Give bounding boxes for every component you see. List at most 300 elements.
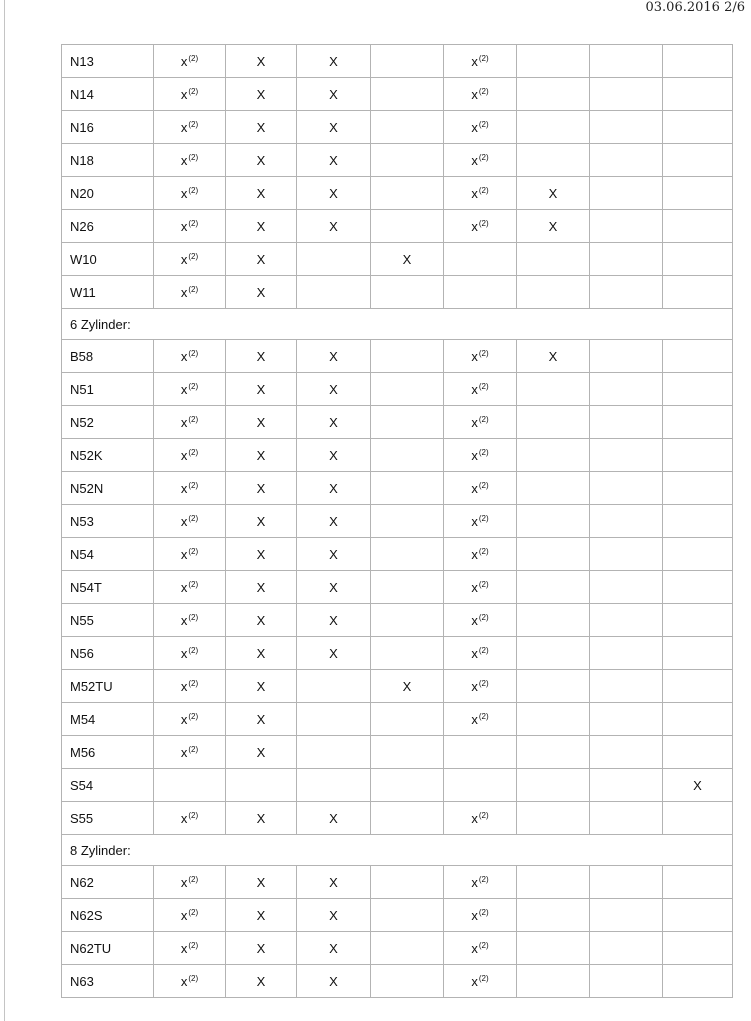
table-cell [663, 703, 733, 736]
table-cell [444, 243, 517, 276]
table-cell [226, 604, 297, 637]
table-cell [371, 210, 444, 243]
check-mark: X [329, 86, 338, 102]
check-mark: X [329, 612, 338, 628]
table-cell [226, 210, 297, 243]
table-cell [663, 932, 733, 965]
table-cell [371, 604, 444, 637]
footnote-ref: (2) [478, 414, 489, 424]
table-cell [297, 965, 371, 998]
table-cell [590, 472, 663, 505]
table-cell [590, 276, 663, 309]
check-mark: X [256, 645, 266, 661]
table-cell [226, 177, 297, 210]
table-cell [663, 538, 733, 571]
table-cell [663, 637, 733, 670]
table-cell [297, 604, 371, 637]
footnote-ref: (2) [478, 711, 489, 721]
table-cell [297, 472, 371, 505]
table-cell [663, 670, 733, 703]
table-cell [154, 866, 226, 899]
table-cell [371, 538, 444, 571]
table-cell [517, 637, 590, 670]
table-cell [444, 538, 517, 571]
table-cell [663, 736, 733, 769]
table-cell [590, 703, 663, 736]
check-mark: X [329, 348, 338, 364]
footnote-ref: (2) [188, 414, 199, 424]
table-cell [590, 604, 663, 637]
check-mark: $x^{(2)}$ [180, 152, 199, 168]
table-cell [154, 243, 226, 276]
table-cell [444, 571, 517, 604]
check-mark: $x^{(2)}$ [180, 284, 199, 300]
table-cell [371, 899, 444, 932]
check-mark: $x^{(2)}$ [180, 185, 199, 201]
table-row [62, 965, 733, 998]
check-mark: X [329, 447, 338, 463]
table-cell [663, 802, 733, 835]
table-row [62, 571, 733, 604]
engine-code: W10 [62, 243, 154, 276]
table-cell [590, 243, 663, 276]
table-cell [590, 866, 663, 899]
check-mark: $x^{(2)}$ [471, 414, 489, 430]
table-cell [590, 802, 663, 835]
footnote-ref: (2) [478, 381, 489, 391]
table-row [62, 604, 733, 637]
footnote-ref: (2) [188, 744, 199, 754]
table-cell [517, 340, 590, 373]
check-mark: X [256, 874, 266, 890]
table-cell [517, 866, 590, 899]
check-mark: X [256, 381, 266, 397]
table-cell [154, 571, 226, 604]
engine-code: N53 [62, 505, 154, 538]
check-mark: $x^{(2)}$ [471, 940, 489, 956]
table-cell [517, 604, 590, 637]
footnote-ref: (2) [478, 348, 489, 358]
check-mark: $x^{(2)}$ [471, 513, 489, 529]
table-cell [226, 340, 297, 373]
footnote-ref: (2) [188, 513, 199, 523]
footnote-ref: (2) [478, 447, 489, 457]
footnote-ref: (2) [478, 810, 489, 820]
check-mark: $x^{(2)}$ [180, 940, 199, 956]
table-cell [444, 439, 517, 472]
engine-code: N14 [62, 78, 154, 111]
table-cell [226, 571, 297, 604]
table-cell [297, 899, 371, 932]
table-cell [297, 769, 371, 802]
table-cell [663, 210, 733, 243]
table-cell [226, 965, 297, 998]
table-row [62, 769, 733, 802]
check-mark: $x^{(2)}$ [180, 53, 199, 69]
table-cell [154, 45, 226, 78]
footnote-ref: (2) [188, 86, 199, 96]
table-cell [517, 769, 590, 802]
check-mark: X [402, 678, 412, 694]
footnote-ref: (2) [478, 546, 489, 556]
table-cell [517, 276, 590, 309]
check-mark: $x^{(2)}$ [180, 218, 199, 234]
footnote-ref: (2) [478, 940, 489, 950]
table-cell [226, 243, 297, 276]
table-cell [444, 637, 517, 670]
engine-code: N52N [62, 472, 154, 505]
table-cell [663, 340, 733, 373]
check-mark: X [256, 152, 266, 168]
table-row [62, 177, 733, 210]
check-mark: X [548, 185, 558, 201]
table-cell [517, 144, 590, 177]
table-cell [297, 866, 371, 899]
check-mark: X [256, 940, 266, 956]
table-cell [517, 802, 590, 835]
table-cell [590, 373, 663, 406]
footnote-ref: (2) [188, 152, 199, 162]
check-mark: $x^{(2)}$ [471, 480, 489, 496]
table-row [62, 538, 733, 571]
engine-code: S55 [62, 802, 154, 835]
table-cell [663, 45, 733, 78]
check-mark: X [256, 348, 266, 364]
table-cell [444, 604, 517, 637]
check-mark: X [329, 185, 338, 201]
table-row [62, 505, 733, 538]
table-cell [371, 406, 444, 439]
table-cell [663, 276, 733, 309]
check-mark: $x^{(2)}$ [180, 907, 199, 923]
check-mark: X [256, 513, 266, 529]
table-cell [590, 932, 663, 965]
table-cell [590, 538, 663, 571]
table-cell [297, 210, 371, 243]
check-mark: $x^{(2)}$ [180, 447, 199, 463]
table-cell [226, 769, 297, 802]
check-mark: $x^{(2)}$ [471, 907, 489, 923]
engine-code: N13 [62, 45, 154, 78]
check-mark: $x^{(2)}$ [180, 579, 199, 595]
table-cell [154, 670, 226, 703]
footnote-ref: (2) [188, 711, 199, 721]
footnote-ref: (2) [478, 678, 489, 688]
table-cell [517, 932, 590, 965]
table-cell [663, 243, 733, 276]
table-cell [297, 505, 371, 538]
footnote-ref: (2) [188, 645, 199, 655]
table-cell [517, 243, 590, 276]
table-cell [154, 899, 226, 932]
check-mark: $x^{(2)}$ [180, 381, 199, 397]
table-cell [517, 899, 590, 932]
table-cell [444, 866, 517, 899]
check-mark: $x^{(2)}$ [471, 973, 489, 989]
table-cell [297, 670, 371, 703]
table-cell [517, 439, 590, 472]
table-cell [297, 144, 371, 177]
table-cell [226, 406, 297, 439]
table-cell [590, 736, 663, 769]
footnote-ref: (2) [188, 579, 199, 589]
table-cell [297, 243, 371, 276]
check-mark: X [329, 645, 338, 661]
engine-code: N52K [62, 439, 154, 472]
table-cell [226, 373, 297, 406]
check-mark: X [256, 546, 266, 562]
check-mark: $x^{(2)}$ [471, 546, 489, 562]
check-mark: X [548, 348, 558, 364]
table-cell [590, 45, 663, 78]
table-cell [154, 439, 226, 472]
table-row [62, 439, 733, 472]
footnote-ref: (2) [478, 152, 489, 162]
footnote-ref: (2) [478, 53, 489, 63]
footnote-ref: (2) [188, 810, 199, 820]
table-cell [371, 736, 444, 769]
table-cell [590, 505, 663, 538]
table-cell [444, 177, 517, 210]
check-mark: X [256, 907, 266, 923]
table-cell [444, 802, 517, 835]
table-cell [590, 340, 663, 373]
check-mark: $x^{(2)}$ [180, 973, 199, 989]
table-cell [371, 144, 444, 177]
table-row [62, 703, 733, 736]
table-cell [444, 373, 517, 406]
check-mark: $x^{(2)}$ [180, 348, 199, 364]
footnote-ref: (2) [188, 874, 199, 884]
footnote-ref: (2) [478, 907, 489, 917]
table-cell [297, 78, 371, 111]
check-mark: $x^{(2)}$ [471, 447, 489, 463]
table-cell [663, 965, 733, 998]
table-row [62, 736, 733, 769]
check-mark: $x^{(2)}$ [180, 744, 199, 760]
check-mark: X [329, 53, 338, 69]
table-cell [154, 144, 226, 177]
table-cell [663, 866, 733, 899]
table-cell [154, 78, 226, 111]
check-mark: X [256, 86, 266, 102]
table-cell [444, 932, 517, 965]
table-row [62, 472, 733, 505]
engine-code: N20 [62, 177, 154, 210]
table-cell [226, 703, 297, 736]
table-row [62, 670, 733, 703]
footnote-ref: (2) [188, 218, 199, 228]
table-cell [663, 111, 733, 144]
table-row [62, 144, 733, 177]
table-cell [297, 736, 371, 769]
check-mark: $x^{(2)}$ [471, 874, 489, 890]
table-row [62, 210, 733, 243]
table-cell [444, 406, 517, 439]
check-mark: X [329, 579, 338, 595]
footnote-ref: (2) [478, 645, 489, 655]
table-cell [444, 736, 517, 769]
table-cell [371, 637, 444, 670]
table-cell [517, 45, 590, 78]
check-mark: $x^{(2)}$ [471, 381, 489, 397]
footnote-ref: (2) [478, 579, 489, 589]
check-mark: X [329, 940, 338, 956]
table-cell [371, 472, 444, 505]
table-cell [590, 439, 663, 472]
table-cell [154, 276, 226, 309]
check-mark: X [256, 973, 266, 989]
check-mark: X [329, 874, 338, 890]
table-cell [371, 177, 444, 210]
footnote-ref: (2) [188, 251, 199, 261]
table-cell [371, 111, 444, 144]
table-cell [154, 932, 226, 965]
table-cell [444, 472, 517, 505]
footnote-ref: (2) [188, 973, 199, 983]
footnote-ref: (2) [188, 185, 199, 195]
check-mark: X [256, 744, 266, 760]
footnote-ref: (2) [188, 612, 199, 622]
table-cell [297, 406, 371, 439]
footnote-ref: (2) [188, 940, 199, 950]
table-cell [371, 670, 444, 703]
table-row [62, 276, 733, 309]
table-cell [226, 736, 297, 769]
check-mark: $x^{(2)}$ [471, 185, 489, 201]
table-cell [154, 604, 226, 637]
table-row [62, 899, 733, 932]
table-cell [297, 703, 371, 736]
table-cell [371, 802, 444, 835]
table-cell [154, 340, 226, 373]
table-cell [371, 373, 444, 406]
table-cell [297, 802, 371, 835]
table-cell [371, 703, 444, 736]
table-cell [517, 406, 590, 439]
table-cell [517, 505, 590, 538]
section-row [62, 309, 733, 340]
table-cell [154, 472, 226, 505]
check-mark: X [256, 480, 266, 496]
table-cell [663, 769, 733, 802]
table-cell [226, 276, 297, 309]
table-cell [444, 78, 517, 111]
table-cell [226, 932, 297, 965]
table-cell [590, 637, 663, 670]
table-cell [297, 373, 371, 406]
engine-code: M56 [62, 736, 154, 769]
table-cell [663, 472, 733, 505]
table-cell [154, 802, 226, 835]
footnote-ref: (2) [478, 874, 489, 884]
table-cell [226, 78, 297, 111]
table-cell [444, 45, 517, 78]
check-mark: X [329, 810, 338, 826]
check-mark: X [329, 513, 338, 529]
check-mark: X [329, 907, 338, 923]
check-mark: $x^{(2)}$ [180, 414, 199, 430]
table-row [62, 340, 733, 373]
check-mark: $x^{(2)}$ [471, 612, 489, 628]
check-mark: $x^{(2)}$ [180, 711, 199, 727]
table-cell [590, 965, 663, 998]
engine-code: W11 [62, 276, 154, 309]
table-cell [517, 177, 590, 210]
table-cell [297, 276, 371, 309]
footnote-ref: (2) [188, 480, 199, 490]
table-cell [154, 210, 226, 243]
table-cell [444, 340, 517, 373]
table-cell [517, 373, 590, 406]
table-cell [444, 144, 517, 177]
table-cell [663, 78, 733, 111]
table-cell [517, 670, 590, 703]
table-cell [444, 210, 517, 243]
table-cell [444, 505, 517, 538]
check-mark: X [256, 53, 266, 69]
footnote-ref: (2) [188, 678, 199, 688]
table-cell [226, 899, 297, 932]
check-mark: $x^{(2)}$ [180, 86, 199, 102]
table-cell [226, 670, 297, 703]
section-label: 8 Zylinder: [62, 835, 733, 866]
table-cell [663, 177, 733, 210]
check-mark: $x^{(2)}$ [180, 546, 199, 562]
engine-code: N54T [62, 571, 154, 604]
table-cell [226, 505, 297, 538]
footnote-ref: (2) [478, 86, 489, 96]
engine-code: M52TU [62, 670, 154, 703]
table-row [62, 45, 733, 78]
table-row [62, 932, 733, 965]
table-cell [590, 177, 663, 210]
table-cell [371, 965, 444, 998]
table-cell [517, 703, 590, 736]
footnote-ref: (2) [478, 513, 489, 523]
check-mark: X [402, 251, 412, 267]
table-cell [371, 505, 444, 538]
table-row [62, 637, 733, 670]
table-row [62, 243, 733, 276]
table-cell [297, 45, 371, 78]
table-cell [226, 866, 297, 899]
table-cell [590, 111, 663, 144]
check-mark: X [256, 447, 266, 463]
table-cell [154, 111, 226, 144]
check-mark: $x^{(2)}$ [471, 711, 489, 727]
date-page-header: 03.06.2016 2/6 [645, 0, 745, 15]
check-mark: $x^{(2)}$ [180, 810, 199, 826]
engine-code: N62 [62, 866, 154, 899]
table-cell [663, 406, 733, 439]
engine-code: N26 [62, 210, 154, 243]
table-cell [590, 144, 663, 177]
check-mark: X [329, 546, 338, 562]
table-row [62, 866, 733, 899]
check-mark: X [256, 284, 266, 300]
table-cell [663, 571, 733, 604]
engine-code: B58 [62, 340, 154, 373]
table-row [62, 111, 733, 144]
table-cell [371, 439, 444, 472]
table-cell [590, 670, 663, 703]
check-mark: $x^{(2)}$ [180, 251, 199, 267]
table-cell [154, 538, 226, 571]
table-cell [154, 373, 226, 406]
section-label: 6 Zylinder: [62, 309, 733, 340]
check-mark: X [256, 414, 266, 430]
